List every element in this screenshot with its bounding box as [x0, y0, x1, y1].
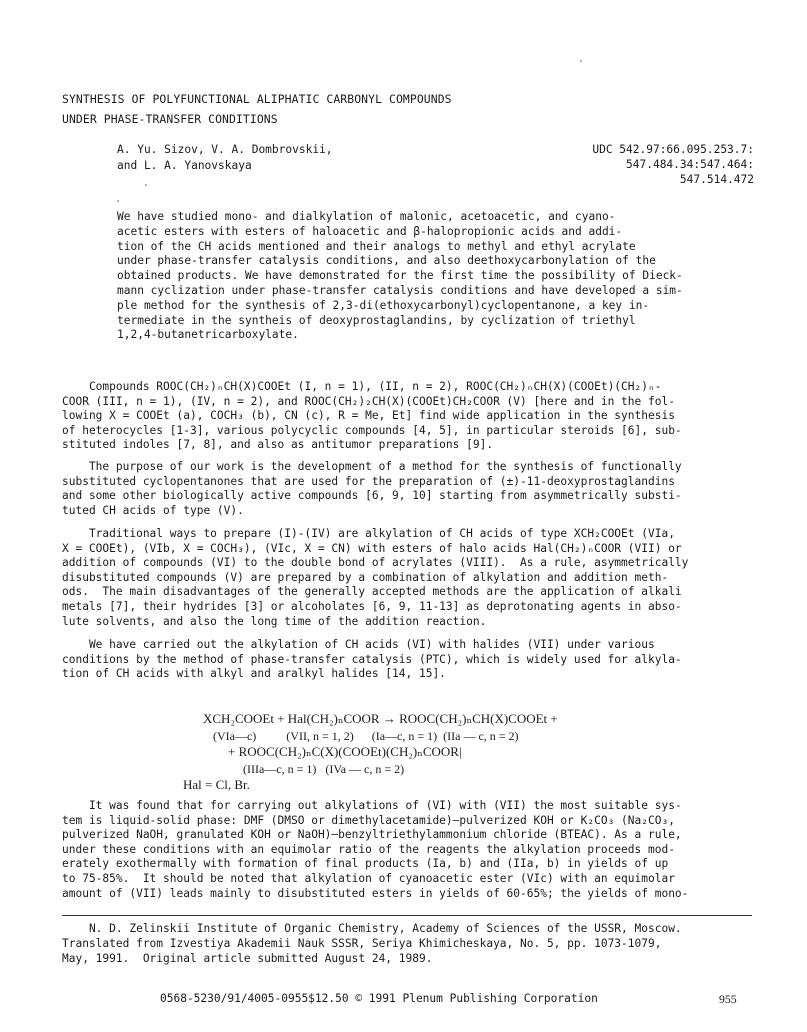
abstract-line: acetic esters with esters of haloacetic and β-halopropionic acids and addi- [117, 224, 623, 238]
paragraph-line: under these conditions with an equimolar ratio of the reagents the alkylation proceeds mod- [62, 842, 675, 856]
udc-code [566, 142, 754, 187]
abstract-line: termediate in the syntheis of deoxyprostaglandins, by cyclization of triethyl [117, 313, 636, 327]
paragraph-line: tuted CH acids of type (V). [62, 503, 244, 517]
paragraph-line: tion of CH acids with alkyl and aralkyl halides [14, 15]. [62, 667, 446, 681]
footnote-divider [62, 915, 752, 916]
paragraph-line: We have carried out the alkylation of CH acids (VI) with halides (VII) under various [62, 638, 655, 651]
paragraph-traditional [62, 527, 752, 629]
paragraph-line: pulverized NaOH, granulated KOH or NaOH)—benzyltriethylammonium chloride (BTEAC). As a rule, [62, 828, 682, 842]
paragraph-line: amount of (VII) leads mainly to disubstituted esters in yields of 60-65%; the yields of mono- [62, 886, 689, 900]
paragraph-line: ods. The main disadvantages of the generally accepted methods are the application of alkali [62, 585, 682, 599]
paragraph-line: addition of compounds (VI) to the double bond of acrylates (VIII). As a rule, asymmetrically [62, 556, 689, 570]
paragraph-line: The purpose of our work is the development of a method for the synthesis of functionally [62, 460, 682, 473]
copyright-footer: 0568-5230/91/4005-0955$12.50 © 1991 Plenum Publishing Corporation [160, 992, 598, 1005]
authors-line-1: A. Yu. Sizov, V. A. Dombrovskii, [117, 143, 333, 156]
paragraph-line: lowing X = COOEt (a), COCH₃ (b), CN (c), R = Me, Et] find wide application in the synthesis [62, 409, 675, 423]
paragraph-line: disubstituted compounds (V) are prepared by a combination of alkylation and addition meth- [62, 570, 669, 584]
affiliation-footnote [62, 921, 752, 966]
paragraph-line: Traditional ways to prepare (I)-(IV) are alkylation of CH acids of type XCH₂COOEt (VIa, [62, 527, 675, 540]
authors [117, 142, 333, 174]
paragraph-purpose [62, 460, 752, 518]
paragraph-line: conditions by the method of phase-transfer catalysis (PTC), which is widely used for alkyla- [62, 652, 682, 666]
scheme-line-4: (IIIa—c, n = 1) (IVa — c, n = 2) [243, 761, 405, 776]
abstract-line: 1,2,4-butanetricarboxylate. [117, 328, 299, 342]
abstract-line: We have studied mono- and dialkylation of malonic, acetoacetic, and cyano- [117, 210, 616, 223]
udc-line-3: 547.514.472 [679, 173, 754, 186]
abstract-line: ple method for the synthesis of 2,3-di(ethoxycarbonyl)cyclopentanone, a key in- [117, 298, 650, 312]
paragraph-line: substituted cyclopentanones that are used for the preparation of (±)-11-deoxyprostaglandins [62, 474, 675, 488]
paragraph-results [62, 799, 752, 901]
scheme-line-2: (VIa—c) (VII, n = 1, 2) (Ia—c, n = 1) (IIa — c, n = 2) [213, 728, 519, 743]
paragraph-line: and some other biologically active compounds [6, 9, 10] starting from asymmetrically substi- [62, 489, 682, 503]
paragraph-line: X = COOEt), (VIb, X = COCH₃), (VIc, X = CN) with esters of halo acids Hal(CH₂)ₙCOOR (VII) or [62, 541, 682, 555]
paragraph-line: erately exothermally with formation of final products (Ia, b) and (IIa, b) in yields of up [62, 857, 669, 871]
paragraph-line: Compounds ROOC(CH₂)ₙCH(X)COOEt (I, n = 1), (II, n = 2), ROOC(CH₂)ₙCH(X)(COOEt)(CH₂)ₙ- [62, 380, 662, 393]
scheme-line-1: XCH₂COOEt + Hal(CH₂)ₙCOOR → ROOC(CH₂)ₙCH(X)COOEt + [203, 711, 558, 726]
scan-speck [580, 60, 582, 62]
abstract-line: under phase-transfer catalysis conditions, and also deethoxycarbonylation of the [117, 254, 656, 268]
page-number: 955 [719, 992, 737, 1006]
paragraph-line: It was found that for carrying out alkylations of (VI) with (VII) the most suitable sys- [62, 799, 682, 812]
authors-line-2: and L. A. Yanovskaya [117, 159, 252, 172]
title-line-2: UNDER PHASE-TRANSFER CONDITIONS [62, 112, 278, 126]
scan-speck [145, 184, 147, 186]
udc-line-1: UDC 542.97:66.095.253.7: [592, 143, 754, 156]
affiliation-line: N. D. Zelinskii Institute of Organic Chemistry, Academy of Sciences of the USSR, Moscow. [62, 922, 682, 935]
title-line-1: SYNTHESIS OF POLYFUNCTIONAL ALIPHATIC CARBONYL COMPOUNDS [62, 92, 452, 106]
reaction-scheme [183, 711, 558, 794]
affiliation-line: May, 1991. Original article submitted August 24, 1989. [62, 952, 433, 965]
paragraph-line: of heterocycles [1-3], various polycyclic compounds [4, 5], in particular steroids [6], sub- [62, 423, 682, 437]
abstract-line: mann cyclization under phase-transfer catalysis conditions and have developed a sim- [117, 283, 683, 297]
abstract [117, 210, 757, 343]
affiliation-line: Translated from Izvestiya Akademii Nauk SSSR, Seriya Khimicheskaya, No. 5, pp. 1073-1079, [62, 937, 662, 950]
scan-speck [117, 200, 119, 202]
scheme-line-5: Hal = Cl, Br. [183, 777, 250, 792]
paragraph-line: lute solvents, and also the long time of the addition reaction. [62, 614, 487, 628]
paragraph-intro [62, 380, 752, 453]
abstract-line: obtained products. We have demonstrated for the first time the possibility of Dieck- [117, 269, 683, 283]
abstract-line: tion of the CH acids mentioned and their analogs to methyl and ethyl acrylate [117, 239, 636, 253]
paragraph-ptc [62, 638, 752, 682]
scheme-line-3: + ROOC(CH₂)ₙC(X)(COOEt)(CH₂)ₙCOOR| [228, 744, 462, 759]
paragraph-line: tem is liquid-solid phase: DMF (DMSO or dimethylacetamide)—pulverized KOH or K₂CO₃ (Na₂CO₃, [62, 813, 675, 827]
paragraph-line: to 75-85%. It should be noted that alkylation of cyanoacetic ester (VIc) with an equimolar [62, 871, 675, 885]
paragraph-line: COOR (III, n = 1), (IV, n = 2), and ROOC(CH₂)₂CH(X)(COOEt)CH₂COOR (V) [here and in the fol- [62, 394, 675, 408]
paragraph-line: metals [7], their hydrides [3] or alcoholates [6, 9, 11-13] as deprotonating agents in abso- [62, 599, 682, 613]
udc-line-2: 547.484.34:547.464: [626, 158, 754, 171]
paragraph-line: stituted indoles [7, 8], and also as antitumor preparations [9]. [62, 438, 494, 452]
